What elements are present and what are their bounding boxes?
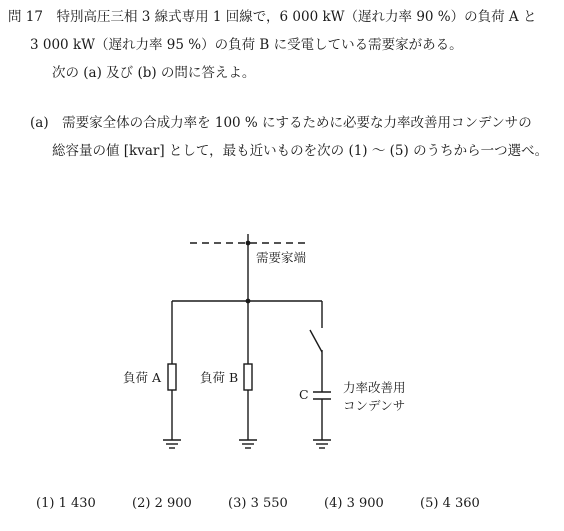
load-a-ground-icon (163, 440, 181, 448)
choice-number: (5) (420, 496, 439, 511)
choice-value: 2 900 (154, 496, 192, 511)
load-b-ground-icon (239, 440, 257, 448)
load-b-resistor (244, 364, 252, 390)
label-load-a: 負荷 A (123, 370, 162, 385)
choice-1[interactable] (36, 496, 132, 511)
choice-number: (3) (228, 496, 247, 511)
choice-number: (1) (36, 496, 55, 511)
problem-heading: 問 17 特別高圧三相 3 線式専用 1 回線で，6 000 kW（遅れ力率 90 %）の負荷 A と (8, 9, 537, 25)
junction-dot-supply (246, 241, 251, 246)
choice-5[interactable] (420, 496, 516, 511)
choice-value: 3 550 (250, 496, 288, 511)
part-a-question-cont: 総容量の値 [kvar] として，最も近いものを次の (1) ～ (5) のうちから一つ選べ。 (52, 143, 549, 159)
switch-icon (310, 330, 322, 352)
part-a-question: (a) 需要家全体の合成力率を 100 % にするために必要な力率改善用コンデンサの (30, 115, 532, 131)
label-demand-end: 需要家端 (256, 250, 307, 265)
label-capacitor-line1: 力率改善用 (343, 380, 406, 395)
capacitor-ground-icon (313, 440, 331, 448)
label-load-b: 負荷 B (200, 370, 239, 385)
choice-4[interactable] (324, 496, 420, 511)
choice-value: 4 360 (442, 496, 480, 511)
choice-number: (4) (324, 496, 343, 511)
label-capacitor-line2: コンデンサ (343, 398, 406, 413)
choice-value: 1 430 (58, 496, 96, 511)
choice-value: 3 900 (346, 496, 384, 511)
answer-choices (36, 496, 516, 511)
choice-3[interactable] (228, 496, 324, 511)
choice-2[interactable] (132, 496, 228, 511)
problem-text-line: 3 000 kW（遅れ力率 95 %）の負荷 B に受電している需要家がある。 (30, 37, 463, 53)
label-capacitor-c: C (299, 387, 309, 402)
choice-number: (2) (132, 496, 151, 511)
load-a-resistor (168, 364, 176, 390)
problem-instruction: 次の (a) 及び (b) の問に答えよ。 (52, 65, 256, 81)
junction-dot-bus (246, 299, 251, 304)
